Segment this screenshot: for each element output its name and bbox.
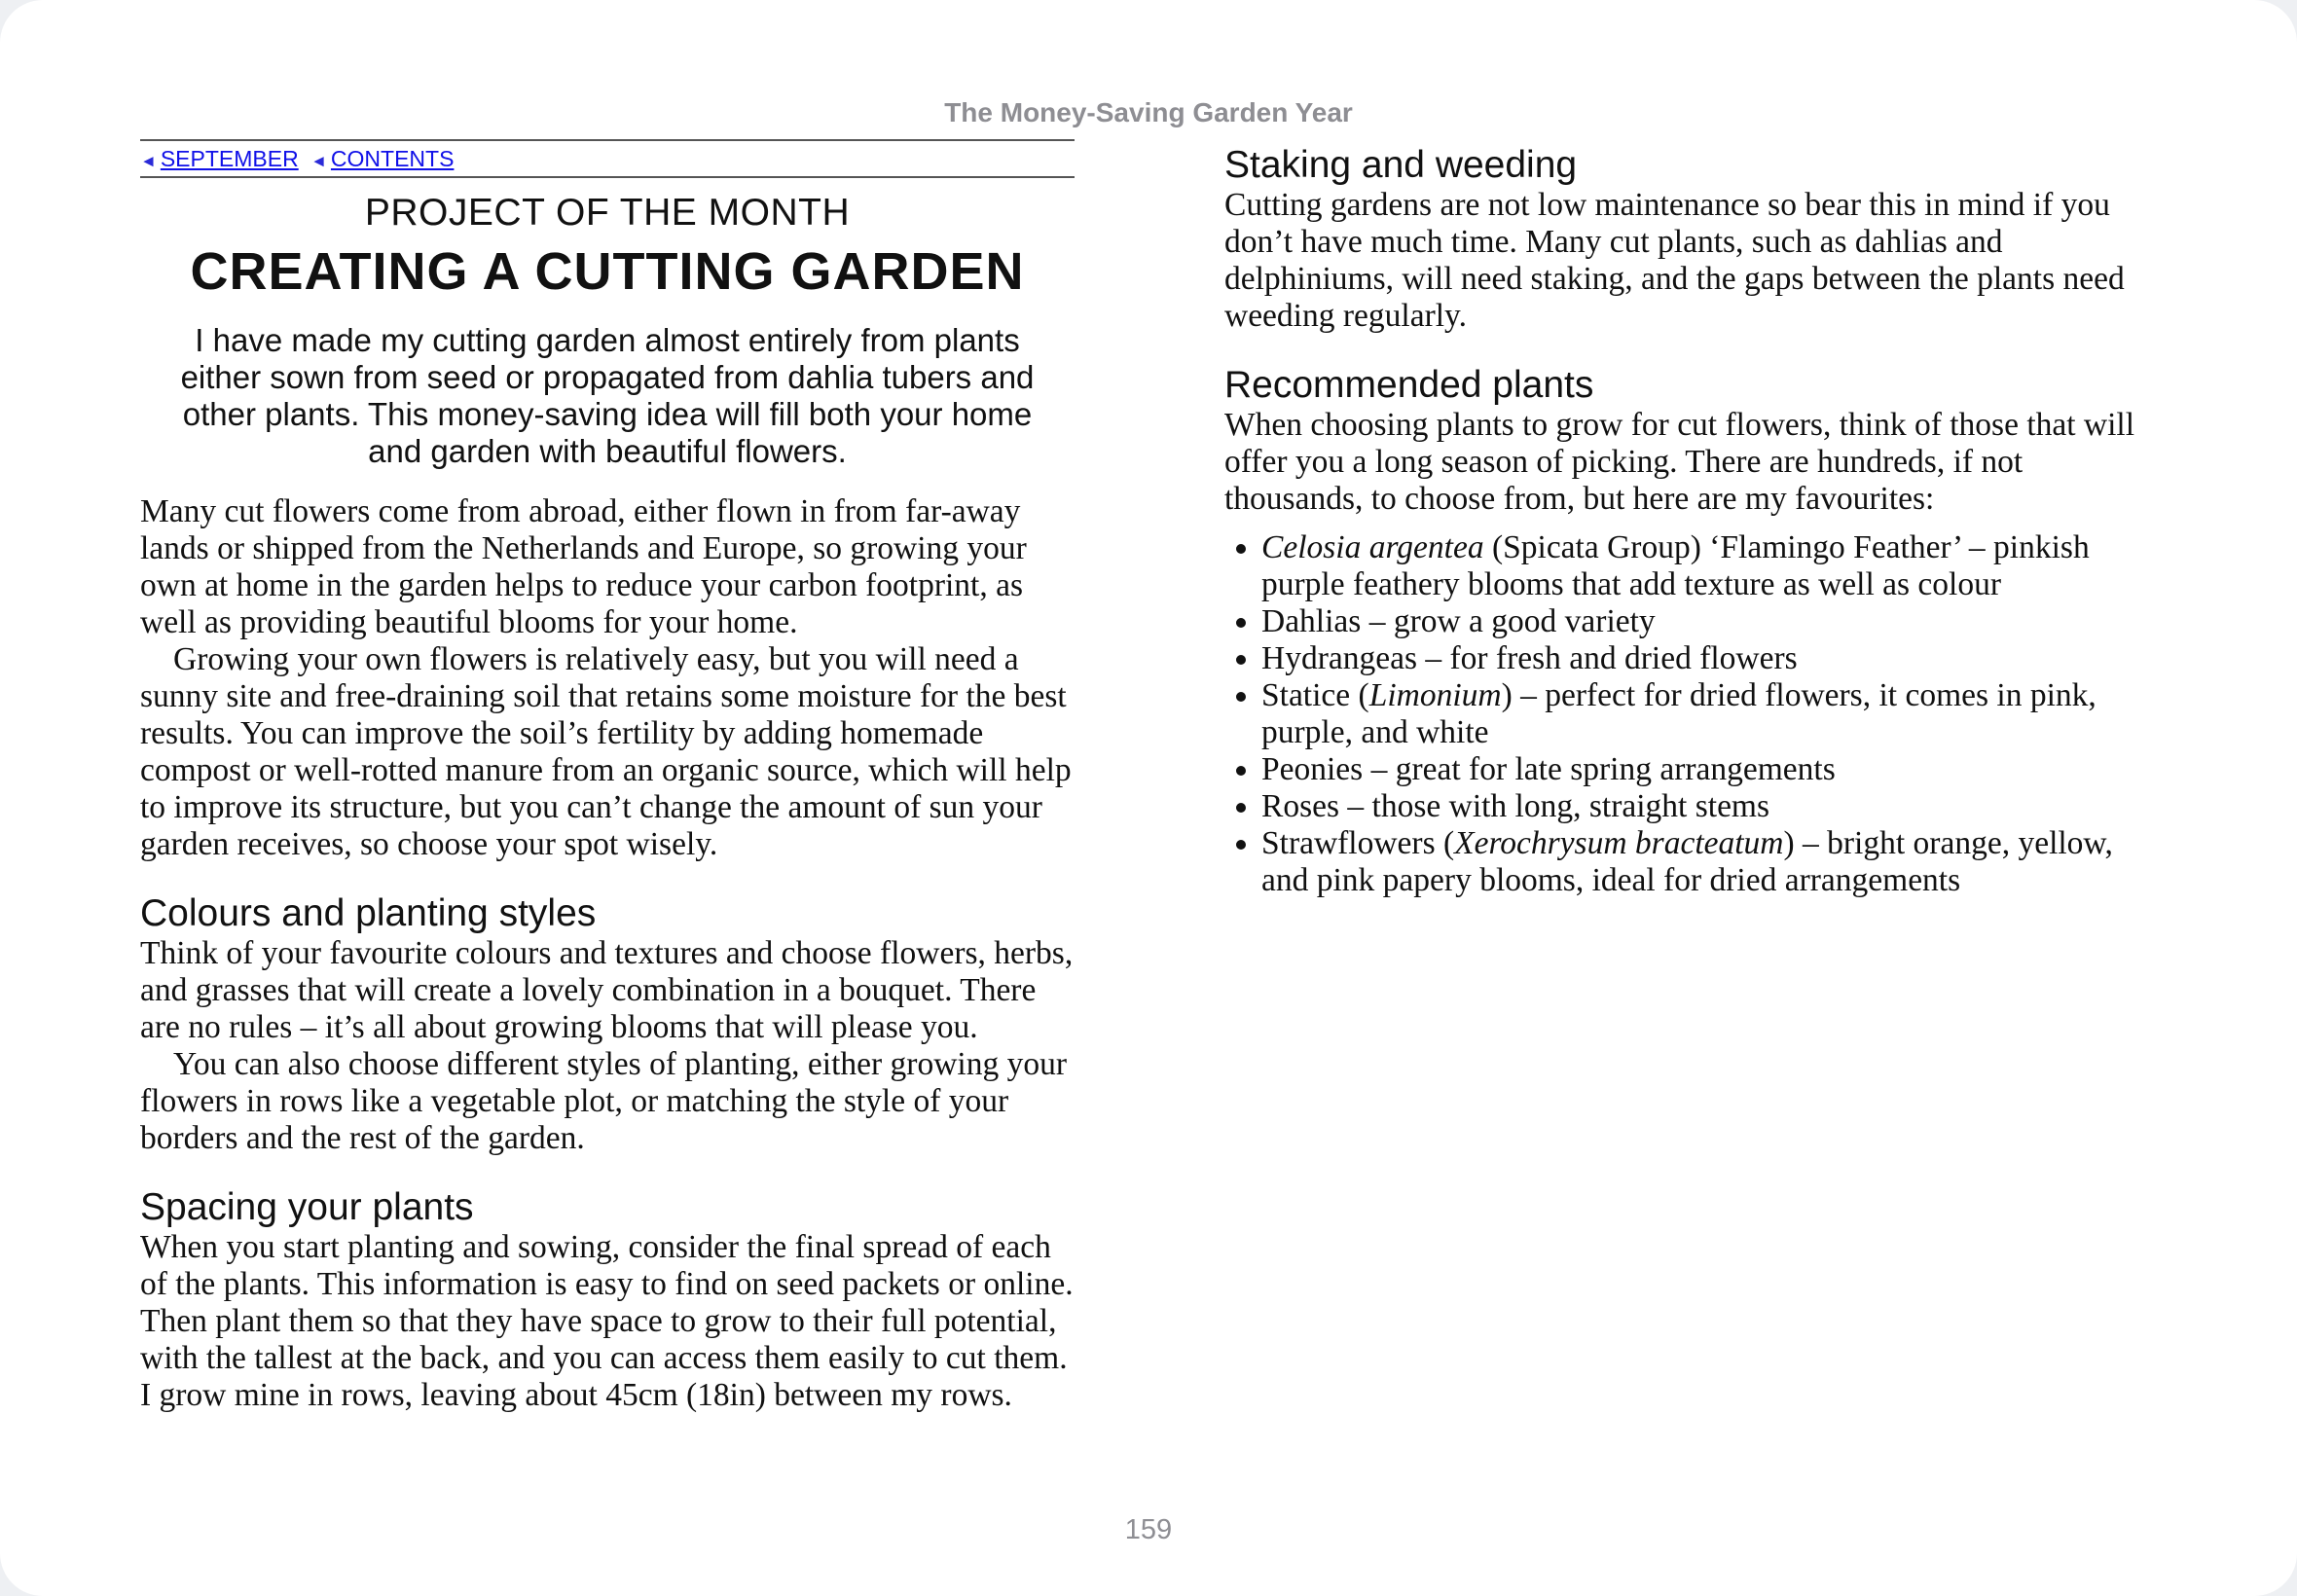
- plant-latin-name: Limonium: [1368, 677, 1502, 713]
- body-paragraph: Cutting gardens are not low maintenance so bear this in mind if you don’t have much time. Many cut plants, such as dahlias and delphiniums, will need staking, and the gaps between the plants need weeding regularly.: [1224, 187, 2125, 334]
- body-paragraph: Many cut flowers come from abroad, either flown in from far-away lands or shipped from the Netherlands and Europe, so growing your own at home in the garden helps to reduce your carbon footprint, as well as providing beautiful blooms for your home.: [140, 493, 1027, 640]
- breadcrumb: [140, 139, 1075, 178]
- back-arrow-icon: ◄: [310, 152, 327, 170]
- intro-text: I have made my cutting garden almost entirely from plants either sown from seed or propagated from dahlia tubers and other plants. This money-saving idea will fill both your home and garden with beautiful flowers.: [180, 322, 1035, 469]
- section-kicker: PROJECT OF THE MONTH: [364, 192, 851, 234]
- september-link[interactable]: SEPTEMBER: [160, 146, 299, 171]
- body-paragraph: When choosing plants to grow for cut flowers, think of those that will offer you a long season of picking. There are hundreds, if not thousands, to choose from, but here are my favourites:: [1224, 407, 2135, 517]
- list-item: • Statice (Limonium) – perfect for dried flowers, it comes in pink, purple, and white: [1261, 677, 2159, 751]
- back-arrow-icon: ◄: [140, 152, 157, 170]
- body-paragraph: You can also choose different styles of planting, either growing your flowers in rows like a vegetable plot, or matching the style of your borders and the rest of the garden.: [140, 1046, 1067, 1156]
- right-column: [1224, 144, 2159, 899]
- body-paragraph: Growing your own flowers is relatively easy, but you will need a sunny site and free-draining soil that retains some moisture for the best results. You can improve the soil’s fertility by adding homemade compost or well-rotted manure from an organic source, which will help to improve its structure, but you can’t change the amount of sun your garden receives, so choose your spot wisely.: [140, 641, 1072, 862]
- list-item: • Dahlias – grow a good variety: [1261, 603, 2159, 640]
- section-heading-recommended: Recommended plants: [1224, 364, 1594, 406]
- section-heading-staking: Staking and weeding: [1224, 144, 1578, 186]
- page-number: 159: [1124, 1514, 1173, 1545]
- body-paragraph: When you start planting and sowing, consider the final spread of each of the plants. This information is easy to find on seed packets or online. Then plant them so that they have space to grow to their full potential, with the tallest at the back, and you can access them easily to cut them. I grow mine in rows, leaving about 45cm (18in) between my rows.: [140, 1229, 1074, 1413]
- left-column: [140, 139, 1075, 1414]
- page-title: CREATING A CUTTING GARDEN: [190, 242, 1025, 301]
- section-heading-colours: Colours and planting styles: [140, 892, 597, 934]
- list-item: • Roses – those with long, straight stems: [1261, 788, 2159, 825]
- contents-link[interactable]: CONTENTS: [330, 146, 455, 171]
- section-heading-spacing: Spacing your plants: [140, 1186, 474, 1228]
- list-item: • Strawflowers (Xerochrysum bracteatum) – bright orange, yellow, and pink papery blooms, ideal for dried arrangements: [1261, 825, 2159, 899]
- plant-list: [1224, 529, 2159, 899]
- list-item: • Peonies – great for late spring arrangements: [1261, 751, 2159, 788]
- list-item: • Celosia argentea (Spicata Group) ‘Flamingo Feather’ – pinkish purple feathery blooms that add texture as well as colour: [1261, 529, 2159, 603]
- body-paragraph: Think of your favourite colours and textures and choose flowers, herbs, and grasses that will create a lovely combination in a bouquet. There are no rules – it’s all about growing blooms that will please you.: [140, 935, 1074, 1045]
- list-item: • Hydrangeas – for fresh and dried flowers: [1261, 640, 2159, 677]
- plant-latin-name: Celosia argentea: [1261, 529, 1484, 565]
- book-title: The Money-Saving Garden Year: [944, 97, 1353, 127]
- plant-latin-name: Xerochrysum bracteatum: [1454, 825, 1784, 861]
